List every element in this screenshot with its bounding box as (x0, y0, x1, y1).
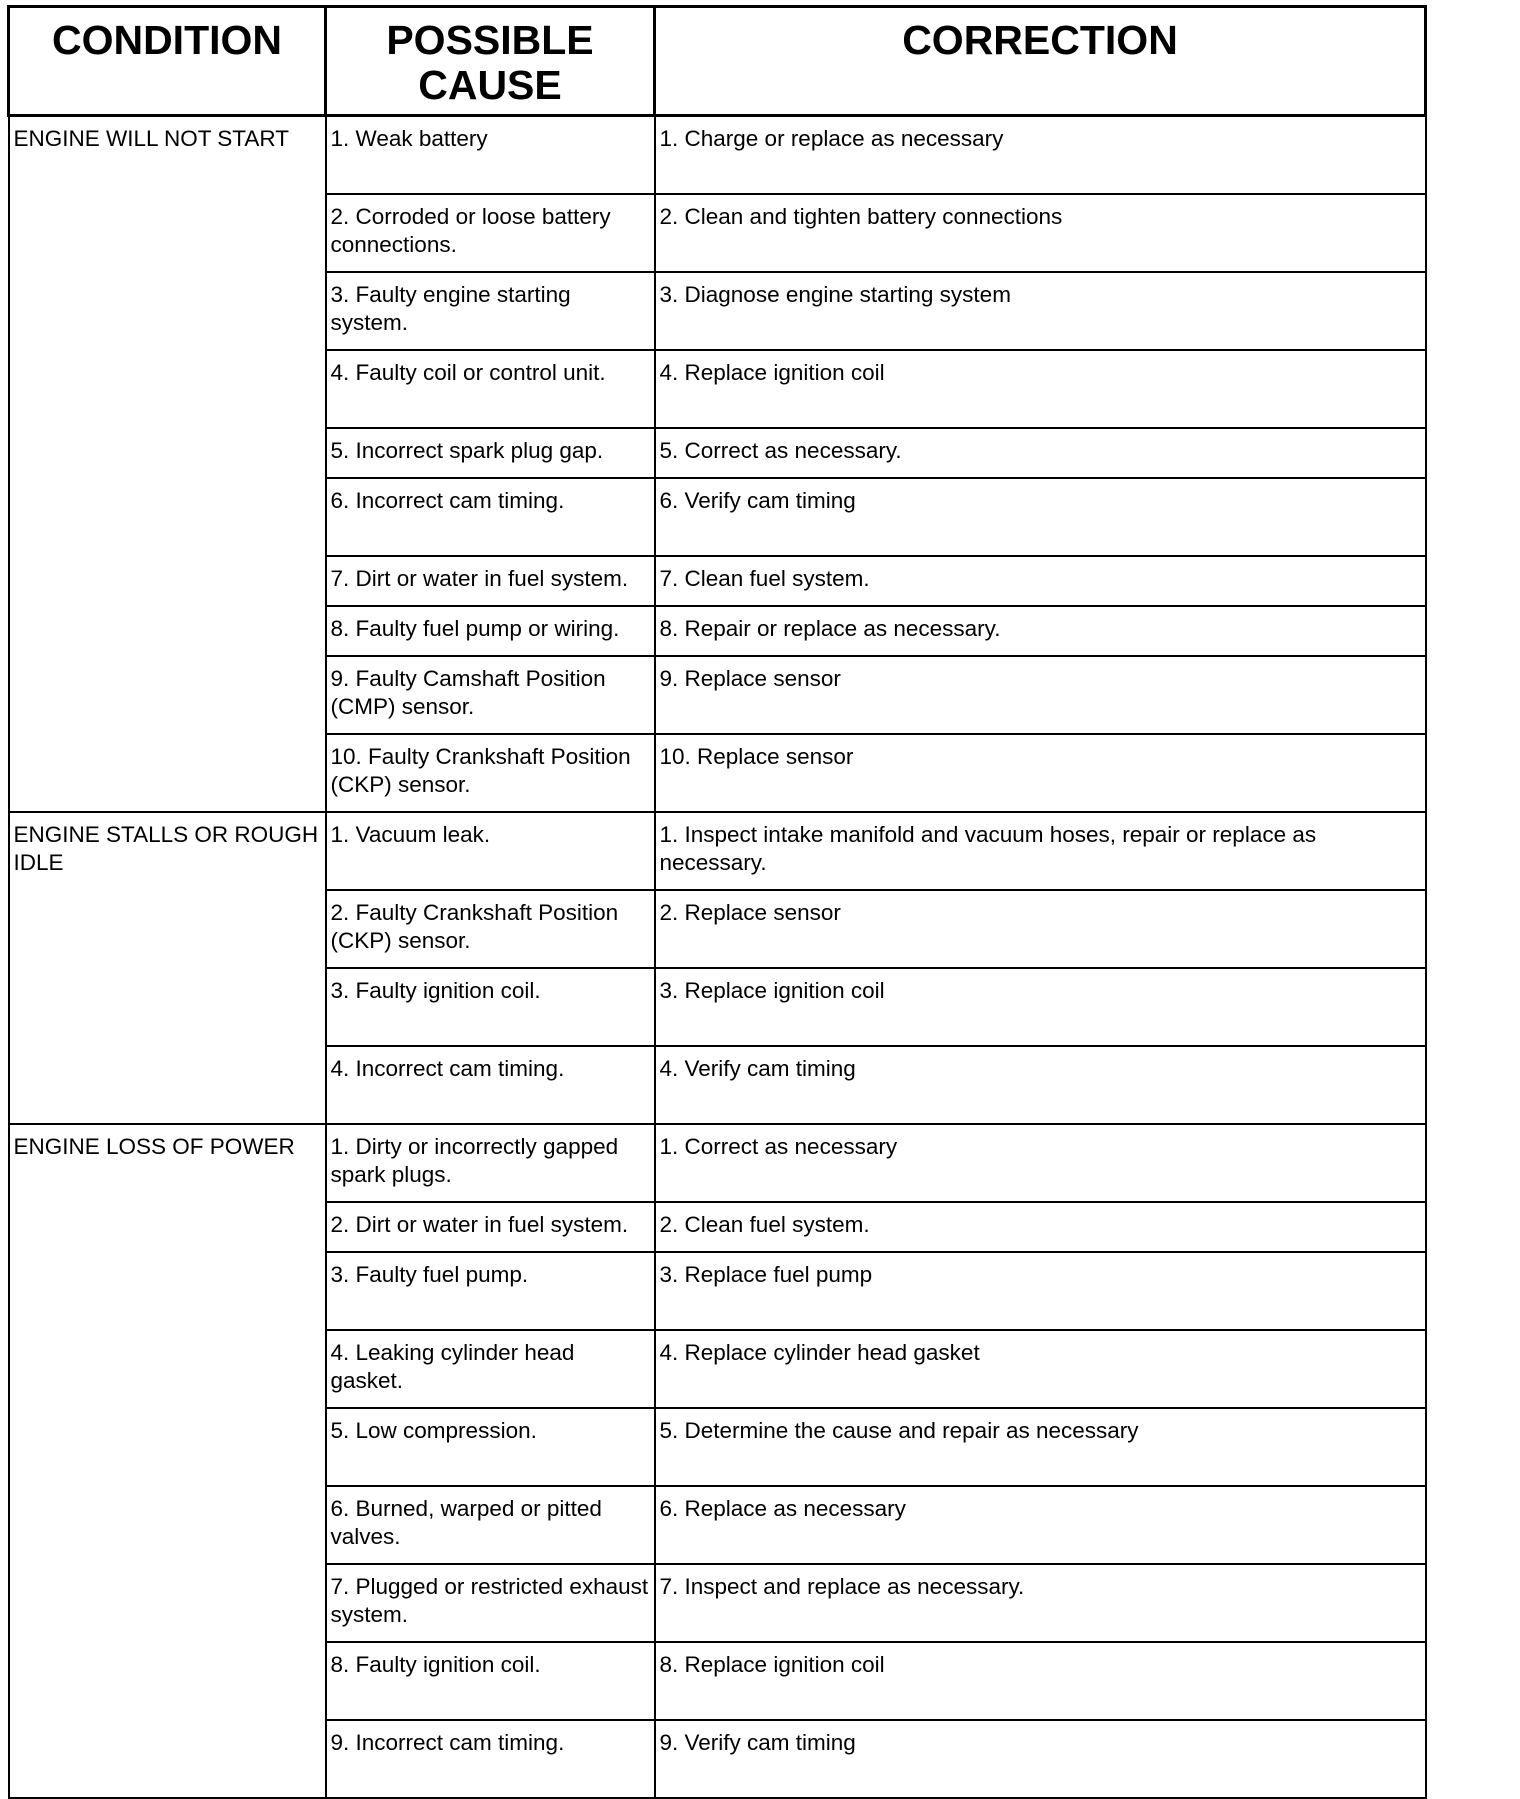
header-correction: CORRECTION (655, 7, 1426, 116)
cause-cell: 5. Incorrect spark plug gap. (326, 428, 655, 478)
header-row (9, 7, 1426, 116)
correction-cell: 2. Replace sensor (655, 890, 1426, 968)
correction-cell: 5. Correct as necessary. (655, 428, 1426, 478)
correction-cell: 3. Diagnose engine starting system (655, 272, 1426, 350)
correction-cell: 6. Verify cam timing (655, 478, 1426, 556)
table-row (9, 812, 1426, 890)
table-row (9, 116, 1426, 195)
correction-cell: 7. Clean fuel system. (655, 556, 1426, 606)
cause-cell: 3. Faulty ignition coil. (326, 968, 655, 1046)
table-row (9, 1124, 1426, 1202)
cause-cell: 10. Faulty Crankshaft Position (CKP) sensor. (326, 734, 655, 812)
cause-cell: 7. Plugged or restricted exhaust system. (326, 1564, 655, 1642)
cause-cell: 7. Dirt or water in fuel system. (326, 556, 655, 606)
correction-cell: 1. Charge or replace as necessary (655, 116, 1426, 195)
correction-cell: 2. Clean fuel system. (655, 1202, 1426, 1252)
correction-cell: 8. Repair or replace as necessary. (655, 606, 1426, 656)
correction-cell: 3. Replace ignition coil (655, 968, 1426, 1046)
correction-cell: 8. Replace ignition coil (655, 1642, 1426, 1720)
cause-cell: 3. Faulty fuel pump. (326, 1252, 655, 1330)
cause-cell: 6. Incorrect cam timing. (326, 478, 655, 556)
condition-cell: ENGINE WILL NOT START (9, 116, 326, 813)
cause-cell: 2. Faulty Crankshaft Position (CKP) sensor. (326, 890, 655, 968)
header-possible-cause: POSSIBLE CAUSE (326, 7, 655, 116)
header-condition: CONDITION (9, 7, 326, 116)
correction-cell: 4. Verify cam timing (655, 1046, 1426, 1124)
correction-cell: 5. Determine the cause and repair as necessary (655, 1408, 1426, 1486)
correction-cell: 2. Clean and tighten battery connections (655, 194, 1426, 272)
cause-cell: 8. Faulty ignition coil. (326, 1642, 655, 1720)
cause-cell: 8. Faulty fuel pump or wiring. (326, 606, 655, 656)
cause-cell: 1. Weak battery (326, 116, 655, 195)
cause-cell: 4. Incorrect cam timing. (326, 1046, 655, 1124)
correction-cell: 4. Replace cylinder head gasket (655, 1330, 1426, 1408)
condition-cell: ENGINE LOSS OF POWER (9, 1124, 326, 1798)
cause-cell: 2. Dirt or water in fuel system. (326, 1202, 655, 1252)
cause-cell: 3. Faulty engine starting system. (326, 272, 655, 350)
correction-cell: 6. Replace as necessary (655, 1486, 1426, 1564)
cause-cell: 9. Faulty Camshaft Position (CMP) sensor. (326, 656, 655, 734)
correction-cell: 1. Inspect intake manifold and vacuum hoses, repair or replace as necessary. (655, 812, 1426, 890)
correction-cell: 4. Replace ignition coil (655, 350, 1426, 428)
correction-cell: 3. Replace fuel pump (655, 1252, 1426, 1330)
cause-cell: 4. Faulty coil or control unit. (326, 350, 655, 428)
cause-cell: 6. Burned, warped or pitted valves. (326, 1486, 655, 1564)
cause-cell: 4. Leaking cylinder head gasket. (326, 1330, 655, 1408)
cause-cell: 1. Vacuum leak. (326, 812, 655, 890)
cause-cell: 1. Dirty or incorrectly gapped spark plugs. (326, 1124, 655, 1202)
cause-cell: 2. Corroded or loose battery connections. (326, 194, 655, 272)
correction-cell: 9. Verify cam timing (655, 1720, 1426, 1798)
correction-cell: 1. Correct as necessary (655, 1124, 1426, 1202)
cause-cell: 9. Incorrect cam timing. (326, 1720, 655, 1798)
cause-cell: 5. Low compression. (326, 1408, 655, 1486)
diagnosis-table (7, 5, 1427, 1799)
condition-cell: ENGINE STALLS OR ROUGH IDLE (9, 812, 326, 1124)
table-body (9, 116, 1426, 1799)
correction-cell: 10. Replace sensor (655, 734, 1426, 812)
correction-cell: 7. Inspect and replace as necessary. (655, 1564, 1426, 1642)
correction-cell: 9. Replace sensor (655, 656, 1426, 734)
